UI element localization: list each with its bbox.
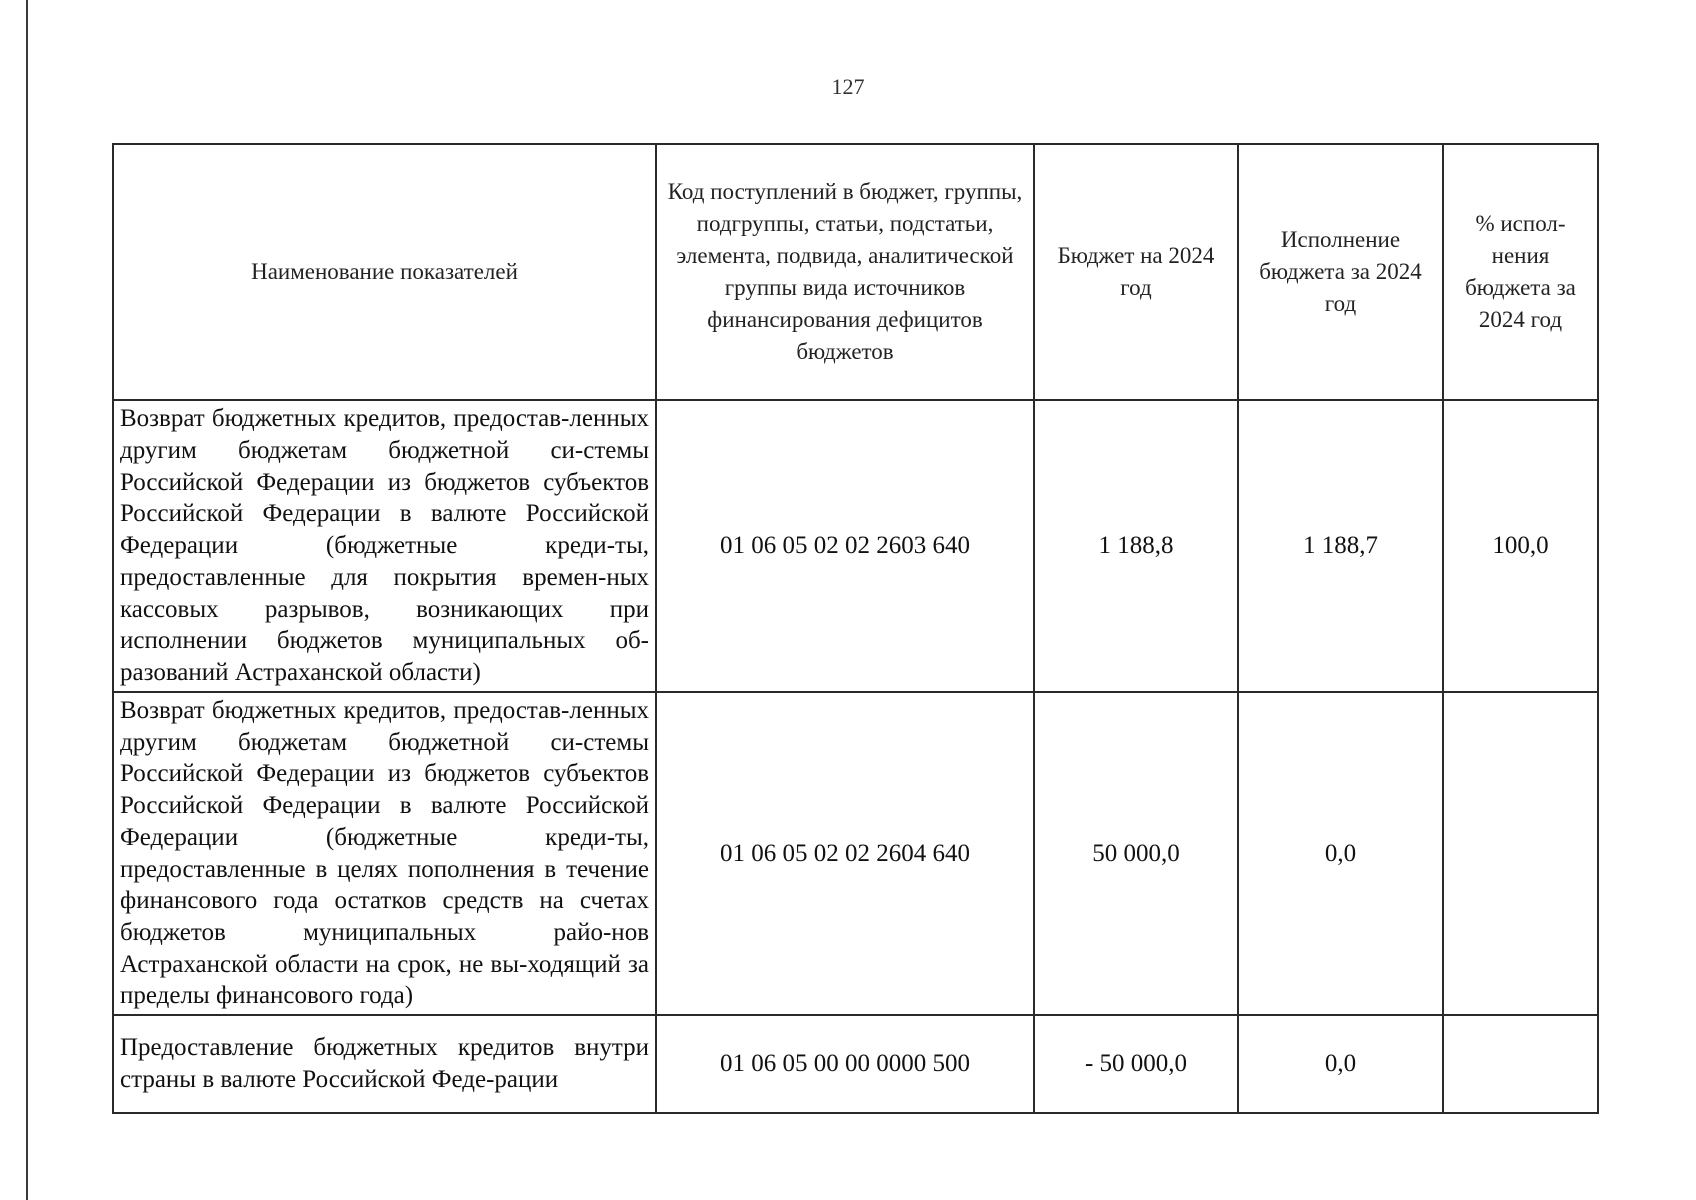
header-percent: % испол- нения бюджета за 2024 год <box>1443 144 1598 400</box>
row-code: 01 06 05 02 02 2604 640 <box>656 692 1034 1015</box>
row-code: 01 06 05 02 02 2603 640 <box>656 400 1034 692</box>
row-budget: 1 188,8 <box>1034 400 1238 692</box>
header-code: Код поступлений в бюджет, группы, подгруппы, статьи, подстатьи, элемента, подвида, аналитической группы вида источников финансирования дефицитов бюджетов <box>656 144 1034 400</box>
table-header-row <box>113 144 1598 400</box>
row-name: Предоставление бюджетных кредитов внутри страны в валюте Российской Феде-рации <box>113 1015 656 1113</box>
page-number: 127 <box>831 74 865 99</box>
row-percent <box>1443 1015 1598 1113</box>
row-budget: - 50 000,0 <box>1034 1015 1238 1113</box>
row-percent <box>1443 692 1598 1015</box>
row-code: 01 06 05 00 00 0000 500 <box>656 1015 1034 1113</box>
header-name: Наименование показателей <box>113 144 656 400</box>
table-row <box>113 692 1598 1015</box>
row-execution: 0,0 <box>1238 692 1443 1015</box>
row-name: Возврат бюджетных кредитов, предостав-ленных другим бюджетам бюджетной си-стемы Российской Федерации из бюджетов субъектов Российской Федерации в валюте Российской Федерации (бюджетные креди-ты, предоставленные для покрытия времен-ных кассовых разрывов, возникающих при исполнении бюджетов муниципальных об-разований Астраханской области) <box>113 400 656 692</box>
table-row <box>113 1015 1598 1113</box>
row-name: Возврат бюджетных кредитов, предостав-ленных другим бюджетам бюджетной си-стемы Российской Федерации из бюджетов субъектов Российской Федерации в валюте Российской Федерации (бюджетные креди-ты, предоставленные в целях пополнения в течение финансового года остатков средств на счетах бюджетов муниципальных райо-нов Астраханской области на срок, не вы-ходящий за пределы финансового года) <box>113 692 656 1015</box>
row-budget: 50 000,0 <box>1034 692 1238 1015</box>
scan-edge-line <box>26 0 28 1200</box>
header-budget: Бюджет на 2024 год <box>1034 144 1238 400</box>
row-percent: 100,0 <box>1443 400 1598 692</box>
row-execution: 0,0 <box>1238 1015 1443 1113</box>
budget-table <box>112 143 1599 1114</box>
table-row <box>113 400 1598 692</box>
row-execution: 1 188,7 <box>1238 400 1443 692</box>
header-execution: Исполнение бюджета за 2024 год <box>1238 144 1443 400</box>
